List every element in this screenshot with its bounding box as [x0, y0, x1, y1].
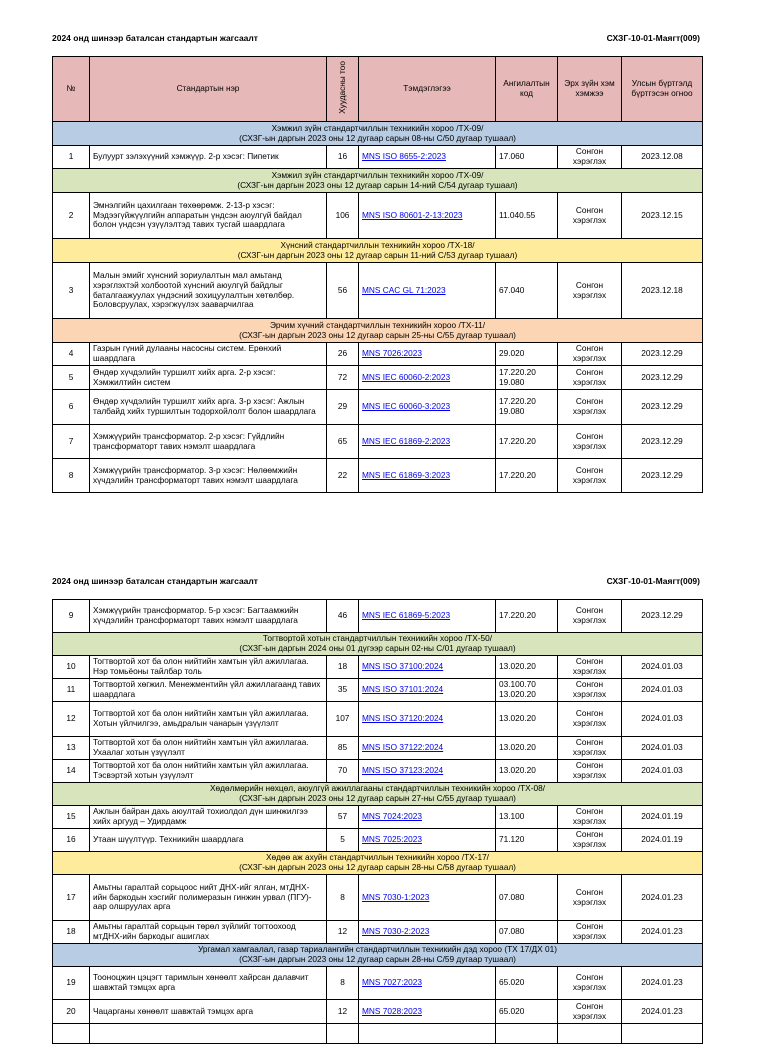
row-date: 2023.12.08 — [622, 146, 703, 169]
designation-link[interactable]: MNS 7030-1:2023 — [362, 891, 430, 902]
row-designation-cell — [359, 193, 496, 239]
row-ics: 65.020 — [496, 967, 558, 1000]
row-no: 20 — [53, 1000, 90, 1024]
row-designation-cell — [359, 829, 496, 852]
row-ics: 07.080 — [496, 921, 558, 944]
row-pages: 18 — [327, 656, 359, 679]
row-date: 2024.01.23 — [622, 921, 703, 944]
section-cell — [53, 633, 703, 656]
table-row — [53, 263, 703, 319]
row-no: 18 — [53, 921, 90, 944]
section-cell — [53, 319, 703, 343]
row-pages: 65 — [327, 425, 359, 459]
page1-header — [52, 33, 700, 47]
row-ics: 11.040.55 — [496, 193, 558, 239]
row-rights: Сонгон хэрэглэх — [558, 459, 622, 493]
row-pages: 29 — [327, 390, 359, 425]
section-row — [53, 169, 703, 193]
section-row — [53, 852, 703, 875]
section-row — [53, 944, 703, 967]
row-ics: 13.100 — [496, 806, 558, 829]
row-designation-cell — [359, 343, 496, 366]
section-row — [53, 319, 703, 343]
section-line2: (СХЗГ-ын даргын 2023 оны 12 дугаар сарын 08-ны С/50 дугаар тушаал) — [239, 132, 516, 143]
designation-link[interactable]: MNS IEC 60060-2:2023 — [362, 371, 451, 382]
row-rights: Сонгон хэрэглэх — [558, 875, 622, 921]
row-date: 2024.01.23 — [622, 967, 703, 1000]
row-pages: 85 — [327, 737, 359, 760]
row-pages: 57 — [327, 806, 359, 829]
row-pages: 56 — [327, 263, 359, 319]
row-name: Хэмжүүрийн трансформатор. 3-р хэсэг: Нөлөөмжийн хүчдэлийн трансформаторт тавих нэмэлт шаардлага — [90, 459, 327, 493]
section-line1: Хэмжил зүйн стандартчиллын техникийн хороо /ТХ-09/ — [271, 169, 484, 180]
row-ics: 29.020 — [496, 343, 558, 366]
row-date: 2024.01.03 — [622, 702, 703, 737]
row-no: 17 — [53, 875, 90, 921]
row-no: 15 — [53, 806, 90, 829]
row-name: Амьтны гаралтай сорьцоос нийт ДНХ-ийг ялган, мтДНХ-ийн баркодын хэсгийг полимеразын гинжин урвал (ПГУ)-аар олшруулах арга — [90, 875, 327, 921]
row-no: 4 — [53, 343, 90, 366]
row-rights: Сонгон хэрэглэх — [558, 702, 622, 737]
row-rights: Сонгон хэрэглэх — [558, 390, 622, 425]
row-name: Чацарганы хөнөөлт шавжтай тэмцэх арга — [90, 1000, 327, 1024]
section-line2: (СХЗГ-ын даргын 2023 оны 12 дугаар сарын 28-ны С/59 дугаар тушаал) — [239, 954, 516, 964]
row-name: Хэмжүүрийн трансформатор. 5-р хэсэг: Багтаамжийн хүчдэлийн трансформаторт тавих нэмэлт шаардлага — [90, 600, 327, 633]
row-rights: Сонгон хэрэглэх — [558, 263, 622, 319]
section-line2: (СХЗГ-ын даргын 2023 оны 12 дугаар сарын 14-ний С/54 дугаар тушаал) — [237, 179, 518, 190]
row-rights: Сонгон хэрэглэх — [558, 146, 622, 169]
empty-cell — [558, 1024, 622, 1044]
row-ics: 13.020.20 — [496, 656, 558, 679]
row-rights: Сонгон хэрэглэх — [558, 193, 622, 239]
row-pages: 35 — [327, 679, 359, 702]
row-no: 10 — [53, 656, 90, 679]
row-date: 2023.12.29 — [622, 459, 703, 493]
row-name: Тооноцжин цэцэгт таримлын хөнөөлт хайрсан далавчит шавжтай тэмцэх арга — [90, 967, 327, 1000]
section-line1: Хөдөлмөрийн нөхцөл, аюулгүй ажиллагааны стандартчиллын техникийн хороо /ТХ-08/ — [209, 783, 545, 794]
row-designation-cell — [359, 600, 496, 633]
row-designation-cell — [359, 737, 496, 760]
row-designation-cell — [359, 806, 496, 829]
row-designation-cell — [359, 366, 496, 390]
designation-link[interactable]: MNS IEC 61869-3:2023 — [362, 469, 451, 480]
designation-link[interactable]: MNS 7026:2023 — [362, 348, 422, 359]
row-name: Амьтны гаралтай сорьцын төрөл зүйлийг тогтоохоод мтДНХ-ийн баркодыг ашиглах — [90, 921, 327, 944]
empty-cell — [327, 1024, 359, 1044]
row-rights: Сонгон хэрэглэх — [558, 737, 622, 760]
section-cell — [53, 783, 703, 806]
empty-cell — [53, 1024, 90, 1044]
row-no: 9 — [53, 600, 90, 633]
row-name: Тогтвортой хот ба олон нийтийн хамтын үйл ажиллагаа. Тэсвэртэй хотын үзүүлэлт — [90, 760, 327, 783]
row-date: 2024.01.23 — [622, 1000, 703, 1024]
empty-cell — [496, 1024, 558, 1044]
designation-link[interactable]: MNS ISO 80601-2-13:2023 — [362, 209, 463, 220]
row-name: Ажлын байран дахь аюултай тохиолдол дүн шинжилгээ хийх аргууд – Удирдамж — [90, 806, 327, 829]
row-pages: 72 — [327, 366, 359, 390]
row-ics: 13.020.20 — [496, 760, 558, 783]
col-header-no: № — [53, 57, 90, 122]
section-line2: (СХЗГ-ын даргын 2023 оны 12 дугаар сарын 11-ний С/53 дугаар тушаал) — [237, 249, 518, 260]
col-header-name: Стандартын нэр — [90, 57, 327, 122]
section-cell — [53, 239, 703, 263]
section-cell — [53, 852, 703, 875]
designation-link[interactable]: MNS ISO 37122:2024 — [362, 742, 444, 753]
row-no: 13 — [53, 737, 90, 760]
row-designation-cell — [359, 875, 496, 921]
designation-link[interactable]: MNS CAC GL 71:2023 — [362, 284, 446, 295]
row-no: 16 — [53, 829, 90, 852]
table-row — [53, 425, 703, 459]
row-designation-cell — [359, 921, 496, 944]
row-pages: 8 — [327, 875, 359, 921]
designation-link[interactable]: MNS IEC 61869-5:2023 — [362, 610, 451, 621]
designation-link[interactable]: MNS IEC 60060-3:2023 — [362, 401, 451, 412]
row-date: 2024.01.03 — [622, 760, 703, 783]
row-date: 2024.01.19 — [622, 806, 703, 829]
row-designation-cell — [359, 702, 496, 737]
designation-link[interactable]: MNS ISO 37123:2024 — [362, 765, 444, 776]
row-name: Тогтвортой хот ба олон нийтийн хамтын үйл ажиллагаа. Нэр томьёоны тайлбар толь — [90, 656, 327, 679]
section-line2: (СХЗГ-ын даргын 2024 оны 01 дүгээр сарын 02-ны С/01 дугаар тушаал) — [239, 643, 516, 653]
col-header-pages — [327, 57, 359, 122]
table-row — [53, 679, 703, 702]
designation-link[interactable]: MNS 7027:2023 — [362, 977, 422, 988]
page1-title: 2024 онд шинээр баталсан стандартын жагсаалт — [52, 33, 258, 43]
row-name: Тогтвортой хот ба олон нийтийн хамтын үйл ажиллагаа. Хотын үйлчилгээ, амьдралын чанарын үзүүлэлт — [90, 702, 327, 737]
row-ics: 07.080 — [496, 875, 558, 921]
row-designation-cell — [359, 459, 496, 493]
table-row — [53, 829, 703, 852]
row-ics: 17.060 — [496, 146, 558, 169]
row-pages: 8 — [327, 967, 359, 1000]
row-ics: 65.020 — [496, 1000, 558, 1024]
page2-standards-table — [52, 599, 703, 1044]
row-designation-cell — [359, 425, 496, 459]
empty-cell — [359, 1024, 496, 1044]
row-date: 2024.01.03 — [622, 737, 703, 760]
row-date: 2023.12.15 — [622, 193, 703, 239]
row-name: Эмнэлгийн цахилгаан төхөөрөмж. 2-13-р хэсэг: Мэдээгүйжүүлгийн аппаратын үндсэн аюулгүй байдал болон үндсэн үзүүлэлтэд тавих тусгай шаардлага — [90, 193, 327, 239]
row-date: 2023.12.29 — [622, 600, 703, 633]
row-no: 2 — [53, 193, 90, 239]
section-line1: Хэмжил зүйн стандартчиллын техникийн хороо /ТХ-09/ — [271, 122, 484, 133]
row-pages: 16 — [327, 146, 359, 169]
row-no: 1 — [53, 146, 90, 169]
table-row — [53, 390, 703, 425]
row-designation-cell — [359, 679, 496, 702]
designation-link[interactable]: MNS ISO 8655-2:2023 — [362, 151, 446, 162]
section-line1: Тогтвортой хотын стандартчиллын техникийн хороо /ТХ-50/ — [262, 633, 493, 644]
empty-cell — [622, 1024, 703, 1044]
row-name: Өндөр хүчдэлийн туршилт хийх арга. 3-р хэсэг: Ажлын талбайд хийх туршилтын тодорхойлолт болон шаардлага — [90, 390, 327, 425]
table-row — [53, 702, 703, 737]
table-row — [53, 875, 703, 921]
row-ics: 17.220.20 — [496, 459, 558, 493]
row-pages: 26 — [327, 343, 359, 366]
row-rights: Сонгон хэрэглэх — [558, 366, 622, 390]
table-header-row — [53, 57, 703, 122]
col-header-date: Улсын бүртгэлд бүртгэсэн огноо — [622, 57, 703, 122]
section-line1: Эрчим хүчний стандартчиллын техникийн хороо /ТХ-11/ — [269, 319, 486, 330]
row-name: Булуурт зэлэхүүний хэмжүүр. 2-р хэсэг: Пипетик — [90, 146, 327, 169]
section-row — [53, 633, 703, 656]
table-row — [53, 366, 703, 390]
row-name: Тогтвортой хөгжил. Менежментийн үйл ажиллагаанд тавих шаардлага — [90, 679, 327, 702]
designation-link[interactable]: MNS 7028:2023 — [362, 1005, 422, 1016]
designation-link[interactable]: MNS 7025:2023 — [362, 834, 422, 845]
row-no: 11 — [53, 679, 90, 702]
row-no: 19 — [53, 967, 90, 1000]
designation-link[interactable]: MNS ISO 37101:2024 — [362, 684, 444, 695]
row-rights: Сонгон хэрэглэх — [558, 600, 622, 633]
table-row — [53, 967, 703, 1000]
section-row — [53, 239, 703, 263]
row-designation-cell — [359, 656, 496, 679]
row-date: 2023.12.18 — [622, 263, 703, 319]
row-name: Хэмжүүрийн трансформатор. 2-р хэсэг: Гүйдлийн трансформаторт тавих нэмэлт шаардлага — [90, 425, 327, 459]
section-line2: (СХЗГ-ын даргын 2023 оны 12 дугаар сарын 28-ны С/58 дугаар тушаал) — [239, 862, 516, 872]
row-rights: Сонгон хэрэглэх — [558, 343, 622, 366]
section-line2: (СХЗГ-ын даргын 2023 оны 12 дугаар сарын 25-ны С/55 дугаар тушаал) — [239, 329, 516, 340]
page1-standards-table — [52, 56, 703, 493]
row-designation-cell — [359, 967, 496, 1000]
row-ics: 17.220.20 — [496, 425, 558, 459]
row-rights: Сонгон хэрэглэх — [558, 760, 622, 783]
table-row — [53, 656, 703, 679]
row-date: 2024.01.23 — [622, 875, 703, 921]
designation-link[interactable]: MNS ISO 37120:2024 — [362, 713, 444, 724]
row-pages: 46 — [327, 600, 359, 633]
table-row — [53, 459, 703, 493]
designation-link[interactable]: MNS IEC 61869-2:2023 — [362, 435, 451, 446]
section-cell — [53, 944, 703, 967]
row-ics: 71.120 — [496, 829, 558, 852]
row-ics: 17.220.20 19.080 — [496, 390, 558, 425]
row-date: 2023.12.29 — [622, 425, 703, 459]
table-row — [53, 343, 703, 366]
row-pages: 22 — [327, 459, 359, 493]
page1-form-code: СХЗГ-10-01-Маягт(009) — [606, 33, 700, 43]
row-date: 2023.12.29 — [622, 343, 703, 366]
row-no: 12 — [53, 702, 90, 737]
row-date: 2023.12.29 — [622, 390, 703, 425]
page2-form-code: СХЗГ-10-01-Маягт(009) — [606, 576, 700, 586]
row-pages: 5 — [327, 829, 359, 852]
row-no: 3 — [53, 263, 90, 319]
row-pages: 70 — [327, 760, 359, 783]
row-ics: 17.220.20 19.080 — [496, 366, 558, 390]
row-name: Малын эмийг хүнсний зориулалтын мал амьтанд хэрэглэхтэй холбоотой хүнсний аюулгүй байдлыг баталгаажуулах үндэсний зохицуулалтын хөтөлбөр. Боловсруулах, хэрэгжүүлэх зааварчилгаа — [90, 263, 327, 319]
row-name: Тогтвортой хот ба олон нийтийн хамтын үйл ажиллагаа. Ухаалаг хотын үзүүлэлт — [90, 737, 327, 760]
row-no: 6 — [53, 390, 90, 425]
table-row — [53, 193, 703, 239]
row-pages: 107 — [327, 702, 359, 737]
row-designation-cell — [359, 1000, 496, 1024]
row-designation-cell — [359, 146, 496, 169]
section-line1: Хүнсний стандартчиллын техникийн хороо /ТХ-18/ — [280, 239, 475, 250]
section-line2: (СХЗГ-ын даргын 2023 оны 12 дугаар сарын 27-ны С/55 дугаар тушаал) — [239, 793, 516, 803]
row-rights: Сонгон хэрэглэх — [558, 829, 622, 852]
designation-link[interactable]: MNS 7024:2023 — [362, 811, 422, 822]
row-rights: Сонгон хэрэглэх — [558, 656, 622, 679]
row-pages: 12 — [327, 921, 359, 944]
row-date: 2024.01.19 — [622, 829, 703, 852]
table-row — [53, 806, 703, 829]
section-cell — [53, 122, 703, 146]
section-line1: Ургамал хамгаалал, газар тариалангийн стандартчиллын техникийн дэд хороо (ТХ 17/ДХ 01) — [197, 944, 558, 955]
row-name: Утаан шүүлтүүр. Техникийн шаардлага — [90, 829, 327, 852]
page2-header — [52, 576, 700, 590]
row-rights: Сонгон хэрэглэх — [558, 967, 622, 1000]
table-row — [53, 600, 703, 633]
row-name: Өндөр хүчдэлийн туршилт хийх арга. 2-р хэсэг: Хэмжилтийн систем — [90, 366, 327, 390]
row-ics: 13.020.20 — [496, 702, 558, 737]
row-ics: 67.040 — [496, 263, 558, 319]
empty-cell — [90, 1024, 327, 1044]
section-row — [53, 122, 703, 146]
designation-link[interactable]: MNS 7030-2:2023 — [362, 926, 430, 937]
row-no: 8 — [53, 459, 90, 493]
table-row — [53, 760, 703, 783]
col-header-rights: Эрх зүйн хэм хэмжээ — [558, 57, 622, 122]
row-rights: Сонгон хэрэглэх — [558, 679, 622, 702]
section-row — [53, 783, 703, 806]
page2-title: 2024 онд шинээр баталсан стандартын жагсаалт — [52, 576, 258, 586]
col-header-ics: Ангилалтын код — [496, 57, 558, 122]
table-row — [53, 1000, 703, 1024]
col-header-pages-text: Хуудасны тоо — [337, 61, 347, 115]
table-row — [53, 737, 703, 760]
row-rights: Сонгон хэрэглэх — [558, 1000, 622, 1024]
section-line1: Хөдөө аж ахуйн стандартчиллын техникийн хороо /ТХ-17/ — [266, 852, 489, 863]
section-cell — [53, 169, 703, 193]
table-row — [53, 921, 703, 944]
row-designation-cell — [359, 390, 496, 425]
row-name: Газрын гүний дулааны насосны систем. Ерөнхий шаардлага — [90, 343, 327, 366]
row-rights: Сонгон хэрэглэх — [558, 806, 622, 829]
row-rights: Сонгон хэрэглэх — [558, 921, 622, 944]
table-row — [53, 146, 703, 169]
row-pages: 12 — [327, 1000, 359, 1024]
row-ics: 17.220.20 — [496, 600, 558, 633]
row-ics: 03.100.70 13.020.20 — [496, 679, 558, 702]
row-no: 7 — [53, 425, 90, 459]
row-designation-cell — [359, 263, 496, 319]
col-header-designation: Тэмдэглэгээ — [359, 57, 496, 122]
row-pages: 106 — [327, 193, 359, 239]
row-date: 2024.01.03 — [622, 656, 703, 679]
row-date: 2024.01.03 — [622, 679, 703, 702]
designation-link[interactable]: MNS ISO 37100:2024 — [362, 661, 444, 672]
row-ics: 13.020.20 — [496, 737, 558, 760]
row-no: 14 — [53, 760, 90, 783]
table-row-partial — [53, 1024, 703, 1044]
row-rights: Сонгон хэрэглэх — [558, 425, 622, 459]
row-designation-cell — [359, 760, 496, 783]
row-date: 2023.12.29 — [622, 366, 703, 390]
row-no: 5 — [53, 366, 90, 390]
